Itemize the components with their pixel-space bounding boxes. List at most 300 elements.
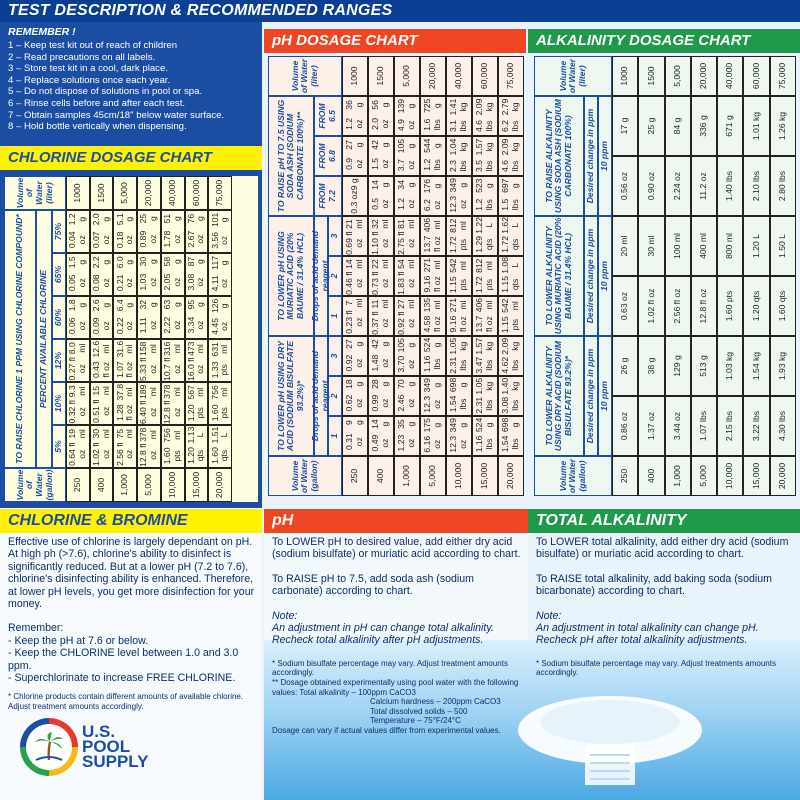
dose-cell-line: 7 ml <box>344 298 364 308</box>
dose-cell <box>420 136 446 176</box>
dose-cell <box>446 416 472 456</box>
dose-cell-line: 0.49 oz <box>370 434 390 452</box>
dose-cell <box>161 382 185 425</box>
dose-cell-line: 4.11 oz <box>209 275 230 292</box>
dose-cell <box>90 296 114 339</box>
dose-cell-line: 27 g <box>344 140 364 150</box>
dose-cell <box>420 256 446 296</box>
dose-cell-line: 0.06 oz <box>67 317 87 335</box>
dose-cell <box>185 339 209 382</box>
percent-header: 12% <box>52 339 66 382</box>
dose-cell: 1.40 lbs <box>717 156 743 216</box>
dose-cell: 2.24 oz <box>665 156 691 216</box>
dose-cell-line: 15 ml <box>90 385 111 396</box>
dose-cell-line: 1.72 pts <box>474 276 494 294</box>
dose-cell: 1.01 kg <box>743 96 769 156</box>
dose-cell-line: 698 g <box>500 417 520 433</box>
dose-cell <box>185 210 209 253</box>
dose-cell <box>113 425 137 468</box>
dose-cell: 2.15 lbs <box>717 396 743 456</box>
dose-cell-line: 1.2 oz <box>396 197 416 210</box>
alk-raise-paragraph: To RAISE total alkalinity, add baking soda (sodium bicarbonate) according to chart. <box>536 572 772 598</box>
dose-cell <box>342 416 368 456</box>
dose-cell-line: 349 g <box>422 378 442 393</box>
gallon-cell: 10,000 <box>446 456 472 496</box>
dose-cell-line: 30 g <box>138 256 158 267</box>
drop-col: 2 <box>328 256 342 296</box>
dose-cell-line: 28 g <box>370 379 390 389</box>
percent-header: 75% <box>52 210 66 253</box>
dose-cell <box>90 339 114 382</box>
dose-cell-line: 6.0 g <box>114 256 135 269</box>
dose-cell-line: 1.72 qts <box>500 236 520 253</box>
dose-cell-line: 1.15 pts <box>500 316 520 334</box>
dose-cell-line: 1.04 kg <box>448 138 468 156</box>
dose-cell-line: 523 g <box>474 178 494 193</box>
dose-cell <box>90 210 114 253</box>
gallon-cell: 250 <box>342 456 368 496</box>
dose-cell-line: 1.08 L <box>500 257 520 274</box>
dose-cell-line: 42 g <box>370 339 390 349</box>
dose-cell-line: 0.07 oz <box>90 231 111 249</box>
dose-cell <box>342 336 368 376</box>
dose-cell: 38 g <box>638 336 664 396</box>
dose-cell-line: 2.6 g <box>90 299 111 312</box>
dose-cell-line: 0.5 oz <box>370 197 390 210</box>
dose-cell-line: 13.7 fl oz <box>474 315 494 333</box>
liter-cell: 1000 <box>66 176 90 210</box>
drop-col: 1 <box>328 296 342 336</box>
dose-cell-line: 349 g <box>448 178 468 193</box>
dose-cell <box>113 339 137 382</box>
volume-gallon-header: Volume of Water (gallon) <box>534 456 612 496</box>
dose-cell-line: 14 ml <box>344 259 364 269</box>
liter-cell: 1500 <box>90 176 114 210</box>
dose-cell-line: 0.37 fl oz <box>370 311 390 335</box>
remember-item: 3 – Store test kit in a cool, dark place. <box>8 63 168 75</box>
page-title: TEST DESCRIPTION & RECOMMENDED RANGES <box>0 0 800 22</box>
ph-fine-3: Calcium hardness – 200ppm CaCO3 <box>370 697 501 707</box>
dose-cell <box>161 210 185 253</box>
dose-cell <box>368 416 394 456</box>
dose-cell: 400 ml <box>691 216 717 276</box>
percent-header: 10% <box>52 382 66 425</box>
alk-note: An adjustment in total alkalinity can change pH. Recheck pH after total alkalinity adjustments. <box>536 622 759 647</box>
dose-cell <box>368 336 394 376</box>
dose-cell-line: 81 ml <box>396 219 416 229</box>
dose-cell-line: 1.2 oz <box>344 117 364 130</box>
dose-cell-line: 349 g <box>448 418 468 433</box>
dose-cell: 1.50 L <box>770 216 796 276</box>
dose-cell: 1.02 fl oz <box>638 276 664 336</box>
dose-cell <box>185 425 209 468</box>
dose-cell <box>472 336 498 376</box>
dose-cell-line: 1.62 L <box>500 217 520 234</box>
dose-cell <box>394 376 420 416</box>
dose-cell-line: 0.27 fl oz <box>67 357 87 381</box>
dose-cell-line: 3.47 lbs <box>474 356 494 374</box>
dose-cell <box>66 425 90 468</box>
ph-note-label: Note: <box>272 609 298 622</box>
dose-cell-line: 12.6 ml <box>90 340 111 358</box>
dose-cell-line: 1.5 lbs <box>500 198 520 211</box>
dose-cell-line: 16.0 fl oz <box>185 357 206 381</box>
raise-from-col: FROM 6.8 <box>314 136 342 176</box>
remember-label: Remember: <box>8 622 64 635</box>
dose-cell-line: 812 ml <box>448 218 468 233</box>
dose-cell-line: 9.16 fl oz <box>448 315 468 333</box>
dose-cell-line: 1.22 L <box>474 217 494 234</box>
dose-cell-line: 1.40 kg <box>500 377 520 395</box>
dose-cell <box>394 336 420 376</box>
dose-cell <box>498 296 524 336</box>
dose-cell-line: 271 ml <box>448 297 468 313</box>
dose-cell-line: 4.6 lbs <box>500 160 520 172</box>
dose-cell <box>90 253 114 296</box>
bullet-ph: - Keep the pH at 7.6 or below. <box>8 634 149 647</box>
dose-cell-line: 101 g <box>209 212 230 228</box>
dose-cell-line: 2.31 lbs <box>448 356 468 374</box>
dose-cell-line: 697 g <box>500 178 520 193</box>
dose-cell <box>342 256 368 296</box>
volume-liter-header: Volume of Water (liter) <box>268 56 342 96</box>
dose-cell: 17 g <box>612 96 638 156</box>
dose-cell-line: 1.03 oz <box>138 273 158 291</box>
dose-cell-line: 105 g <box>396 138 416 154</box>
dose-cell-line: 105 g <box>396 338 416 353</box>
dose-cell-line: 3.08 lbs <box>500 396 520 414</box>
dose-cell-line: 1.20 qts <box>185 447 206 464</box>
liter-cell: 20,000 <box>137 176 161 210</box>
dose-cell <box>208 296 232 339</box>
dose-cell-line: 2.75 fl oz <box>396 231 416 255</box>
alk-section-heading: TO RAISE ALKALINITY USING SODA ASH (SODIUM CARBONATE 100%) <box>534 96 584 216</box>
dose-cell-line: 1.13 L <box>185 426 206 444</box>
dose-cell-line: 0.46 fl oz <box>344 271 364 295</box>
remember-item: 4 – Replace solutions once each year. <box>8 74 171 86</box>
dose-cell-line: 1.2 lbs <box>474 198 494 211</box>
dose-cell-line: 1.48 oz <box>370 354 390 372</box>
dose-cell-line: 95 g <box>185 299 206 310</box>
dose-cell-line: 37.8 ml <box>114 383 135 401</box>
dose-cell-line: 0.22 oz <box>114 317 135 335</box>
gallon-cell: 20,000 <box>770 456 796 496</box>
ph-section-heading: TO RAISE pH TO 7.5 USING SODA ASH (SODIUM CARBONATE 100%)** <box>268 96 314 216</box>
dose-cell-line: 1.8 g <box>67 299 87 312</box>
dose-cell: 336 g <box>691 96 717 156</box>
dose-cell-line: 756 ml <box>209 385 230 400</box>
dose-cell: 0.56 oz <box>612 156 638 216</box>
dose-cell <box>498 416 524 456</box>
dose-cell: 1.03 kg <box>717 336 743 396</box>
dose-cell <box>368 216 394 256</box>
dose-cell-line: 698 g <box>448 377 468 393</box>
dose-cell-line: 1.05 kg <box>474 377 494 395</box>
dose-cell <box>420 96 446 136</box>
dose-cell <box>113 296 137 339</box>
dose-cell-line: 14 g <box>370 180 390 190</box>
dose-cell-line: 1.57 kg <box>474 138 494 156</box>
gallon-cell: 5,000 <box>420 456 446 496</box>
dose-cell <box>342 216 368 256</box>
dose-cell <box>368 176 394 216</box>
dose-cell <box>394 296 420 336</box>
dose-cell-line: 139 g <box>396 98 416 114</box>
dose-cell-line: 3.56 oz <box>209 232 230 249</box>
dose-cell-line: 18 g <box>344 379 364 389</box>
dose-cell-line: 0.09 oz <box>90 317 111 335</box>
dose-cell <box>446 216 472 256</box>
dose-cell <box>472 176 498 216</box>
dose-cell-line: 5.33 fl oz <box>138 357 158 381</box>
ph-section-title: pH <box>264 509 528 533</box>
dose-cell <box>472 96 498 136</box>
dose-cell <box>66 210 90 253</box>
dose-cell-line: 0.9 oz <box>344 157 364 170</box>
ph-note: An adjustment in pH can change total alkalinity. Recheck total alkalinity after pH adjustments. <box>272 622 494 647</box>
dose-cell-line: 3.70 oz <box>396 355 416 373</box>
dose-cell: 26 g <box>612 336 638 396</box>
dose-cell-line: 2.67 oz <box>185 230 206 248</box>
liter-cell: 1500 <box>368 56 394 96</box>
bullet-chlorine: - Keep the CHLORINE level between 1.0 and 3.0 ppm. <box>8 647 239 672</box>
dose-cell: 30 ml <box>638 216 664 276</box>
dose-cell-line: 27 ml <box>396 299 416 309</box>
dose-cell <box>208 253 232 296</box>
liter-cell: 75,000 <box>208 176 232 210</box>
alk-section-heading: TO LOWER ALKALINITY USING DRY ACID (SODIUM BISULFATE 93.2%)* <box>534 336 584 456</box>
dose-cell: 1.20 qts <box>743 276 769 336</box>
dose-cell-line: 0.92 oz <box>344 354 364 372</box>
dose-cell-line: 2.56 fl oz <box>114 442 135 466</box>
dose-cell-line: 0.64 fl oz <box>67 442 87 466</box>
dose-cell-line: 0.3 oz <box>349 190 360 214</box>
logo-line-2: POOL <box>82 737 131 756</box>
dose-cell-line: 406 ml <box>474 297 494 313</box>
dose-cell-line: 0.08 oz <box>90 274 111 292</box>
dose-cell-line: 1.60 pts <box>209 404 230 422</box>
bullet-superchlorinate: - Superchlorinate to increase FREE CHLORINE. <box>8 672 236 685</box>
drop-col: 1 <box>328 416 342 456</box>
dose-cell-line: 271 ml <box>422 257 442 273</box>
logo-line-1: U.S. <box>82 722 116 741</box>
gallon-cell: 5,000 <box>691 456 717 496</box>
remember-item: 5 – Do not dispose of solutions in pool or spa. <box>8 86 203 98</box>
dose-cell-line: 1.23 oz <box>396 434 416 452</box>
dose-cell-line: 631 ml <box>209 342 230 357</box>
dose-cell <box>161 425 185 468</box>
dose-cell-line: 9 g <box>349 178 360 191</box>
dose-cell-line: 1.05 kg <box>448 337 468 355</box>
dose-cell <box>498 176 524 216</box>
gallon-cell: 1,000 <box>113 468 137 502</box>
dose-cell <box>446 376 472 416</box>
dose-cell <box>208 339 232 382</box>
ph-raise-paragraph: To RAISE pH to 7.5, add soda ash (sodium carbonate) according to chart. <box>272 572 474 598</box>
dose-cell-line: 56 g <box>370 100 390 110</box>
chlorine-bromine-title: CHLORINE & BROMINE <box>0 509 262 533</box>
dose-cell-line: 1.07 fl oz <box>114 361 135 379</box>
liter-cell: 1000 <box>612 56 638 96</box>
dose-cell <box>394 256 420 296</box>
liter-cell: 75,000 <box>498 56 524 96</box>
percent-header: 5% <box>52 425 66 468</box>
dose-cell-line: 0.31 oz <box>344 433 364 451</box>
dose-cell-line: 1.10 fl oz <box>370 231 390 255</box>
dose-cell: 800 ml <box>717 216 743 276</box>
ppm-col: 10 ppm <box>598 216 612 336</box>
dose-cell <box>113 210 137 253</box>
liter-cell: 5,000 <box>394 56 420 96</box>
palm-tree-icon <box>32 730 66 764</box>
dose-cell <box>498 136 524 176</box>
dose-cell-line: 87 g <box>185 256 206 267</box>
dose-cell-line: 1.11 oz <box>138 317 158 334</box>
ph-fine-5: Temperature – 75°F/24°C <box>370 716 461 726</box>
dose-cell <box>420 416 446 456</box>
dose-cell-line: 2.46 oz <box>396 394 416 412</box>
dose-cell <box>420 176 446 216</box>
dose-cell <box>208 210 232 253</box>
dose-cell-line: 0.04 oz <box>67 231 87 249</box>
alk-lower-paragraph: To LOWER total alkalinity, add either dry acid (sodium bisulfate) or muriatic acid according to chart. <box>536 536 789 561</box>
dose-cell-line: 0.32 fl oz <box>67 400 87 424</box>
dose-cell-line: 0.43 fl oz <box>90 361 111 379</box>
ph-section-heading: TO LOWER pH USING MURIATIC ACID (20% BAUME / 31.4% HCL) <box>268 216 314 336</box>
dose-cell: 2.56 fl oz <box>665 276 691 336</box>
dose-cell: 4.30 lbs <box>770 396 796 456</box>
dose-cell-line: 189 ml <box>138 384 158 399</box>
ph-fine-1: * Sodium bisulfate percentage may vary. Adjust treatment amounts accordingly. <box>272 658 508 678</box>
logo-line-3: SUPPLY <box>82 752 149 771</box>
rotated-table-body <box>268 56 524 496</box>
dose-cell-line: 567 ml <box>185 385 206 400</box>
dose-cell-line: 3.08 oz <box>185 273 206 291</box>
dose-cell-line: 12.3 oz <box>422 395 442 413</box>
dose-cell-line: 2.05 oz <box>162 273 182 291</box>
remember-list <box>8 40 258 133</box>
dose-cell-line: 1.2 lbs <box>422 158 442 171</box>
dose-cell <box>394 216 420 256</box>
dose-cell <box>446 96 472 136</box>
dose-cell-line: 1.5 oz <box>370 157 390 170</box>
dose-cell <box>498 216 524 256</box>
dose-cell <box>161 253 185 296</box>
dose-cell-line: 12.8 fl oz <box>162 400 182 424</box>
dose-cell-line: 30 ml <box>90 428 111 439</box>
dose-cell: 1.07 lbs <box>691 396 717 456</box>
dose-cell-line: 3.7 oz <box>396 159 416 172</box>
logo-text <box>82 724 148 769</box>
dose-cell-line: 1.54 lbs <box>500 435 520 453</box>
dose-cell-line: 2.09 kg <box>500 337 520 355</box>
alkalinity-dosage-table <box>534 56 796 496</box>
dose-cell: 1.37 oz <box>638 396 664 456</box>
gallon-cell: 10,000 <box>717 456 743 496</box>
dose-cell: 2.10 lbs <box>743 156 769 216</box>
liter-cell: 1000 <box>342 56 368 96</box>
dose-cell <box>368 376 394 416</box>
dose-cell-line: 9 g <box>344 420 364 426</box>
dose-cell-line: 1.60 pts <box>162 447 182 465</box>
volume-liter-header: Volume of Water (liter) <box>4 176 66 210</box>
dose-cell <box>113 253 137 296</box>
percent-header: 65% <box>52 253 66 296</box>
dose-cell <box>342 96 368 136</box>
volume-gallon-header: Volume of Water (gallon) <box>268 456 342 496</box>
dose-cell-line: 14 g <box>370 419 390 429</box>
dose-cell-line: 8.0 ml <box>67 342 87 355</box>
dose-cell: 3.44 oz <box>665 396 691 456</box>
dose-cell-line: 42 g <box>370 140 390 150</box>
desired-change-label: Desired change in ppm <box>584 216 598 336</box>
remember-item: 1 – Keep test kit out of reach of children <box>8 40 178 51</box>
dose-cell <box>472 296 498 336</box>
gallon-cell: 10,000 <box>161 468 185 502</box>
alk-note-label: Note: <box>536 609 562 622</box>
ph-fine-6: Dosage can vary if actual values differ from experimental values. <box>272 726 501 735</box>
liter-cell: 40,000 <box>446 56 472 96</box>
dose-cell: 84 g <box>665 96 691 156</box>
dose-cell-line: 4.45 oz <box>209 318 230 335</box>
remember-title: REMEMBER ! <box>8 26 76 38</box>
dose-cell-line: 1.60 qts <box>209 447 230 464</box>
dose-cell: 1.26 kg <box>770 96 796 156</box>
ph-dosage-table <box>268 56 524 496</box>
dose-cell: 513 g <box>691 336 717 396</box>
dose-cell-line: 12.3 oz <box>448 435 468 453</box>
dose-cell: 2.80 lbs <box>770 156 796 216</box>
dose-cell-line: 473 ml <box>185 341 206 356</box>
dose-cell: 0.86 oz <box>612 396 638 456</box>
dose-cell-line: 34 g <box>396 180 416 190</box>
liter-cell: 20,000 <box>691 56 717 96</box>
dose-cell-line: 32 g <box>138 299 158 310</box>
raise-from-col: FROM 6.5 <box>314 96 342 136</box>
gallon-cell: 15,000 <box>472 456 498 496</box>
ph-fine-2: ** Dosage obtained experimentally using pool water with the following values: Total alkalinity – 100ppm CaCO3 <box>272 678 519 697</box>
dose-cell-line: 36 g <box>344 100 364 110</box>
dose-cell-line: 6.40 fl oz <box>138 400 158 424</box>
raise-from-col: FROM 7.2 <box>314 176 342 216</box>
dose-cell-line: 378 ml <box>162 384 182 399</box>
dose-cell <box>368 136 394 176</box>
dose-cell-line: 70 g <box>396 379 416 389</box>
dose-cell-line: 0.69 fl oz <box>344 231 364 255</box>
dose-cell <box>446 176 472 216</box>
gallon-cell: 250 <box>612 456 638 496</box>
gallon-cell: 250 <box>66 468 90 502</box>
dose-cell: 3.22 lbs <box>743 396 769 456</box>
dose-cell <box>185 382 209 425</box>
chlorine-table-heading: TO RAISE CHLORINE 1 PPM USING CHLORINE COMPOUND* <box>4 210 36 468</box>
desired-change-label: Desired change in ppm <box>584 336 598 456</box>
dose-cell-line: 1.16 lbs <box>422 355 442 373</box>
dose-cell-line: 3.1 lbs <box>448 120 468 132</box>
dose-cell-line: 176 g <box>422 178 442 194</box>
dose-cell: 129 g <box>665 336 691 396</box>
dose-cell-line: 158 ml <box>138 341 158 356</box>
liter-cell: 60,000 <box>472 56 498 96</box>
dose-cell-line: 1.5 g <box>67 256 87 269</box>
dose-cell: 671 g <box>717 96 743 156</box>
dose-cell-line: 9.16 fl oz <box>422 275 442 293</box>
dose-cell <box>446 336 472 376</box>
gallon-cell: 400 <box>638 456 664 496</box>
dose-cell <box>368 96 394 136</box>
dose-cell: 1.60 qts <box>770 276 796 336</box>
dose-cell-line: 2.79 kg <box>500 98 520 116</box>
